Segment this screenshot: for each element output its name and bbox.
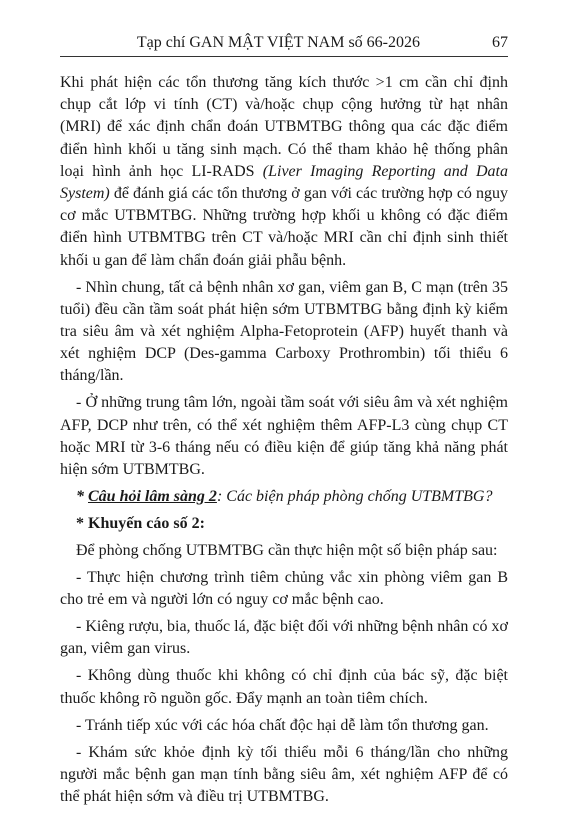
- list-item-vaccination: - Thực hiện chương trình tiêm chủng vắc xin phòng viêm gan B cho trẻ em và người lớn có nguy cơ mắc bệnh cao.: [60, 569, 508, 609]
- question-text: : Các biện pháp phòng chống UTBMTBG?: [216, 488, 493, 506]
- page-number: 67: [492, 34, 508, 51]
- article-body: [60, 72, 508, 813]
- list-item-checkup: - Khám sức khỏe định kỳ tối thiểu mỗi 6 tháng/lần cho những người mắc bệnh gan mạn tính bằng siêu âm, xét nghiệm AFP để có thể phát hiện sớm và điều trị UTBMTBG.: [60, 743, 508, 806]
- paragraph-imaging-text-b: để đánh giá các tổn thương ở gan với các trường hợp có nguy cơ mắc UTBMTBG. Những trường hợp khối u không có đặc điểm điển hình UTBMTBG trên CT và/hoặc MRI cần chỉ định sinh thiết khối u gan để làm chẩn đoán giải phẫu bệnh.: [60, 185, 508, 269]
- list-item-chemicals: - Tránh tiếp xúc với các hóa chất độc hại dễ làm tổn thương gan.: [76, 716, 489, 734]
- paragraph-prevention-intro: Để phòng chống UTBMTBG cần thực hiện một số biện pháp sau:: [76, 542, 498, 560]
- clinical-question: [60, 486, 508, 508]
- running-header: [60, 30, 508, 57]
- list-item-alcohol: - Kiêng rượu, bia, thuốc lá, đặc biệt đối với những bệnh nhân có xơ gan, viêm gan virus.: [60, 618, 508, 658]
- paragraph-screening: - Nhìn chung, tất cả bệnh nhân xơ gan, viêm gan B, C mạn (trên 35 tuổi) đều cần tầm soát phát hiện sớm UTBMTBG bằng định kỳ kiểm tra siêu âm và xét nghiệm Alpha-Fetoprotein (AFP) huyết thanh và xét nghiệm DCP (Des-gamma Carboxy Prothrombin) tối thiểu 6 tháng/lần.: [60, 278, 508, 385]
- list-item-medication: - Không dùng thuốc khi không có chỉ định của bác sỹ, đặc biệt thuốc không rõ nguồn gốc. Đẩy mạnh an toàn tiêm chích.: [60, 667, 508, 707]
- paragraph-large-centers: - Ở những trung tâm lớn, ngoài tầm soát với siêu âm và xét nghiệm AFP, DCP như trên, có thể xét nghiệm thêm AFP-L3 cùng chụp CT hoặc MRI từ 3-6 tháng nếu có điều kiện để giúp tăng khả năng phát hiện sớm UTBMTBG.: [60, 394, 508, 479]
- paragraph-imaging-text-a: Khi phát hiện các tổn thương tăng kích thước >1 cm cần chỉ định chụp cắt lớp vi tính (CT) và/hoặc chụp cộng hưởng từ hạt nhân (MRI) để xác định chẩn đoán UTBMTBG thông qua các đặc điểm điển hình khối u tăng sinh mạch. Có thể tham khảo hệ thống phân loại hình ảnh học LI-RADS: [60, 74, 508, 180]
- paragraph-imaging: [60, 72, 508, 272]
- question-label: Câu hỏi lâm sàng 2: [88, 488, 217, 506]
- journal-title: Tạp chí GAN MẬT VIỆT NAM số 66-2026: [136, 34, 420, 51]
- question-bullet: *: [76, 488, 88, 506]
- recommendation-heading: * Khuyến cáo số 2:: [76, 515, 205, 533]
- li-rads-expansion: (Liver Imaging Reporting and Data System): [60, 162, 508, 203]
